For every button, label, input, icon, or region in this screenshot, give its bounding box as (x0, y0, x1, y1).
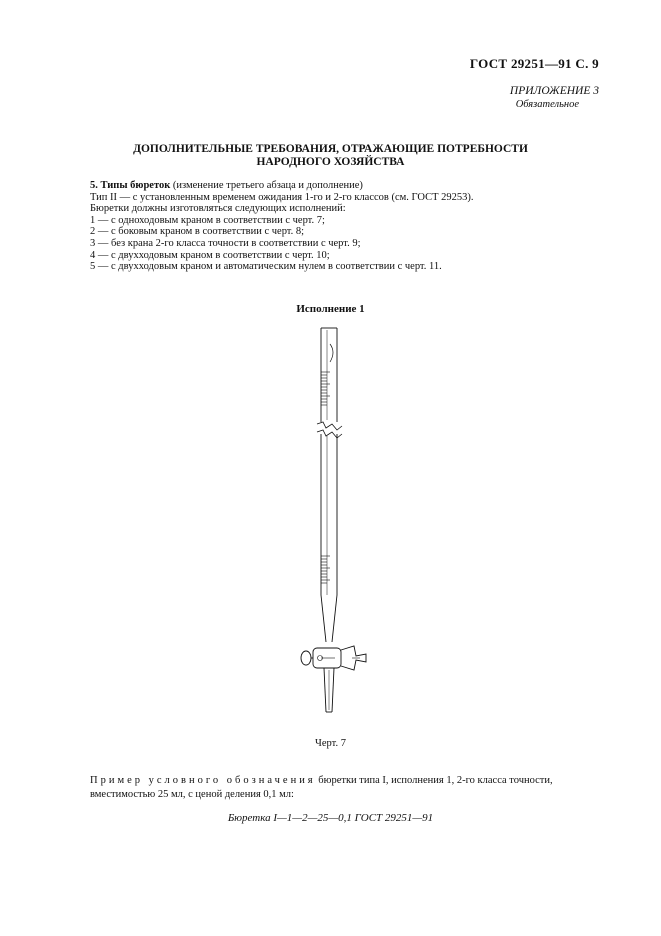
clause-heading-rest: (изменение третьего абзаца и дополнение) (170, 180, 363, 191)
clause-line: 1 — с одноходовым краном в соответствии с черт. 7; (90, 214, 325, 226)
example-label: Пример условного обозначения (90, 775, 316, 786)
appendix-title: ПРИЛОЖЕНИЕ 3 (509, 85, 599, 97)
clause-line: 3 — без крана 2-го класса точности в соответствии с черт. 9; (90, 237, 361, 249)
clause-line: 4 — с двухходовым краном в соответствии с черт. 10; (90, 249, 330, 261)
section-title-line-2: НАРОДНОГО ХОЗЯЙСТВА (256, 156, 405, 168)
figure-caption: Черт. 7 (315, 738, 346, 749)
clause-heading-bold: 5. Типы бюреток (90, 180, 171, 191)
figure-title: Исполнение 1 (296, 303, 365, 315)
section-title-line-1: ДОПОЛНИТЕЛЬНЫЕ ТРЕБОВАНИЯ, ОТРАЖАЮЩИЕ ПОТРЕБНОСТИ (133, 143, 528, 155)
example-text-2: вместимостью 25 мл, с ценой деления 0,1 мл: (90, 789, 294, 800)
burette-drawing (290, 320, 380, 720)
section-title (0, 143, 661, 169)
clause-heading (90, 180, 600, 192)
clause-line: 2 — с боковым краном в соответствии с черт. 8; (90, 226, 305, 238)
appendix-status: Обязательное (515, 99, 579, 110)
clause-line: Тип II — с установленным временем ожидания 1-го и 2-го классов (см. ГОСТ 29253). (90, 191, 474, 203)
example-line-1 (90, 774, 610, 788)
clause-body (90, 180, 600, 273)
example-paragraph (90, 774, 610, 802)
designation-example: Бюретка I—1—2—25—0,1 ГОСТ 29251—91 (227, 812, 434, 824)
page-reference: ГОСТ 29251—91 С. 9 (469, 56, 599, 71)
appendix-label (510, 85, 599, 111)
clause-line: 5 — с двухходовым краном и автоматическим нулем в соответствии с черт. 11. (90, 261, 442, 273)
example-text-1: бюретки типа I, исполнения 1, 2-го класса точности, (315, 775, 553, 786)
clause-line: Бюретки должны изготовляться следующих исполнений: (90, 203, 346, 215)
